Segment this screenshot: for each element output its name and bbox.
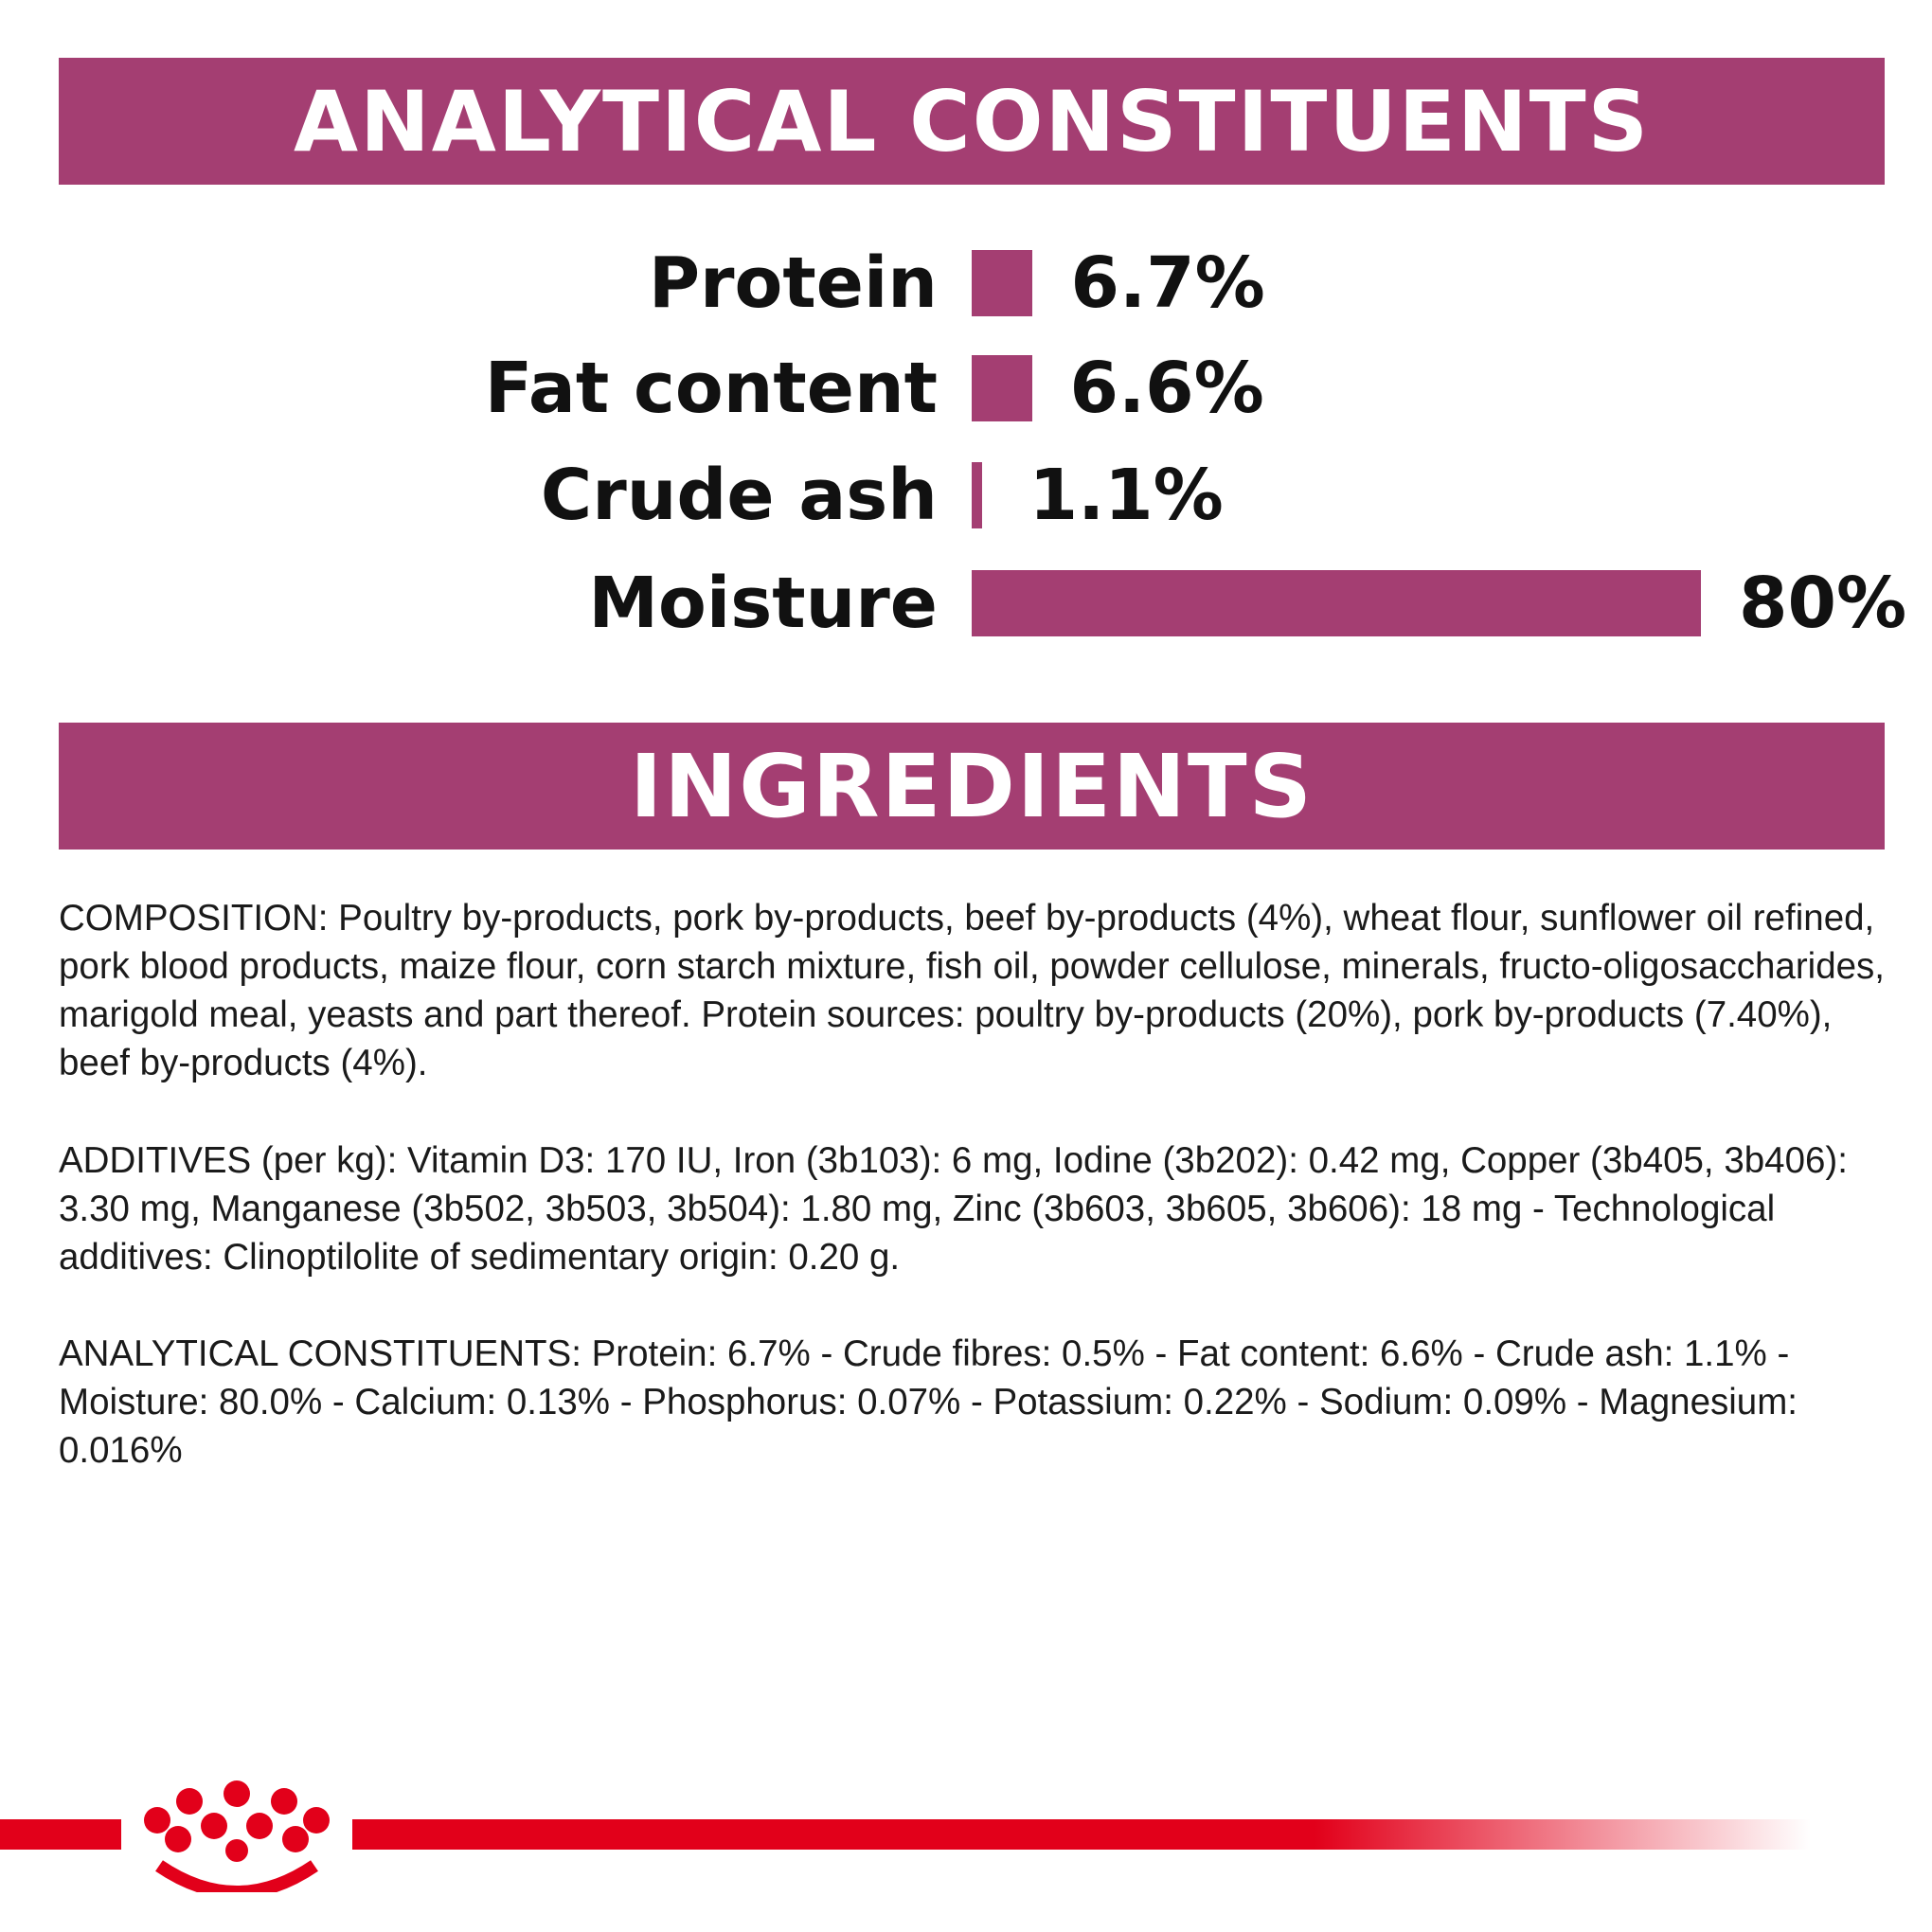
constituent-row-protein — [0, 242, 1932, 324]
analytical-constituents-text: ANALYTICAL CONSTITUENTS: Protein: 6.7% - Crude fibres: 0.5% - Fat content: 6.6% - Crude ash: 1.1% - Moisture: 80.0% - Calcium: 0.13% - Phosphorus: 0.07% - Potassium: 0.22% - Sodium: 0.09% - Magnesium: 0.016% — [59, 1333, 1798, 1471]
constituent-bar — [972, 250, 1032, 316]
constituent-value: 6.7% — [1070, 242, 1265, 324]
ingredients-title: INGREDIENTS — [630, 735, 1314, 837]
ingredients-banner — [59, 723, 1885, 850]
constituent-bar — [972, 355, 1032, 421]
constituent-value: 1.1% — [1029, 455, 1224, 536]
constituent-label: Fat content — [484, 348, 938, 429]
constituent-label: Protein — [648, 242, 938, 324]
footer-rule-right — [352, 1819, 1811, 1850]
constituent-bar — [972, 462, 982, 528]
analytical-constituents-title: ANALYTICAL CONSTITUENTS — [294, 72, 1650, 170]
composition-text: COMPOSITION: Poultry by-products, pork by-products, beef by-products (4%), wheat flour, sunflower oil refined, pork blood products, maize flour, corn starch mixture, fish oil, powder cellulose, minerals, fructo-oligosaccharides, marigold meal, yeasts and part thereof. Protein sources: poultry by-products (20%), pork by-products (7.40%), beef by-products (4%). — [59, 898, 1885, 1083]
constituent-row-ash — [0, 455, 1932, 536]
constituent-value: 80% — [1739, 563, 1907, 644]
constituent-label: Moisture — [588, 563, 938, 644]
constituent-label: Crude ash — [540, 455, 938, 536]
analytical-constituents-banner — [59, 58, 1885, 185]
royal-canin-crown-icon — [138, 1779, 337, 1892]
footer-rule-left — [0, 1819, 121, 1850]
constituent-row-moisture — [0, 563, 1932, 644]
constituent-value: 6.6% — [1069, 348, 1264, 429]
additives-text: ADDITIVES (per kg): Vitamin D3: 170 IU, Iron (3b103): 6 mg, Iodine (3b202): 0.42 mg, Copper (3b405, 3b406): 3.30 mg, Manganese (3b502, 3b503, 3b504): 1.80 mg, Zinc (3b603, 3b605, 3b606): 18 mg - Technological additives: Clinoptilolite of sedimentary origin: 0.20 g. — [59, 1140, 1848, 1278]
constituent-row-fat — [0, 348, 1932, 429]
constituent-bar — [972, 570, 1701, 636]
